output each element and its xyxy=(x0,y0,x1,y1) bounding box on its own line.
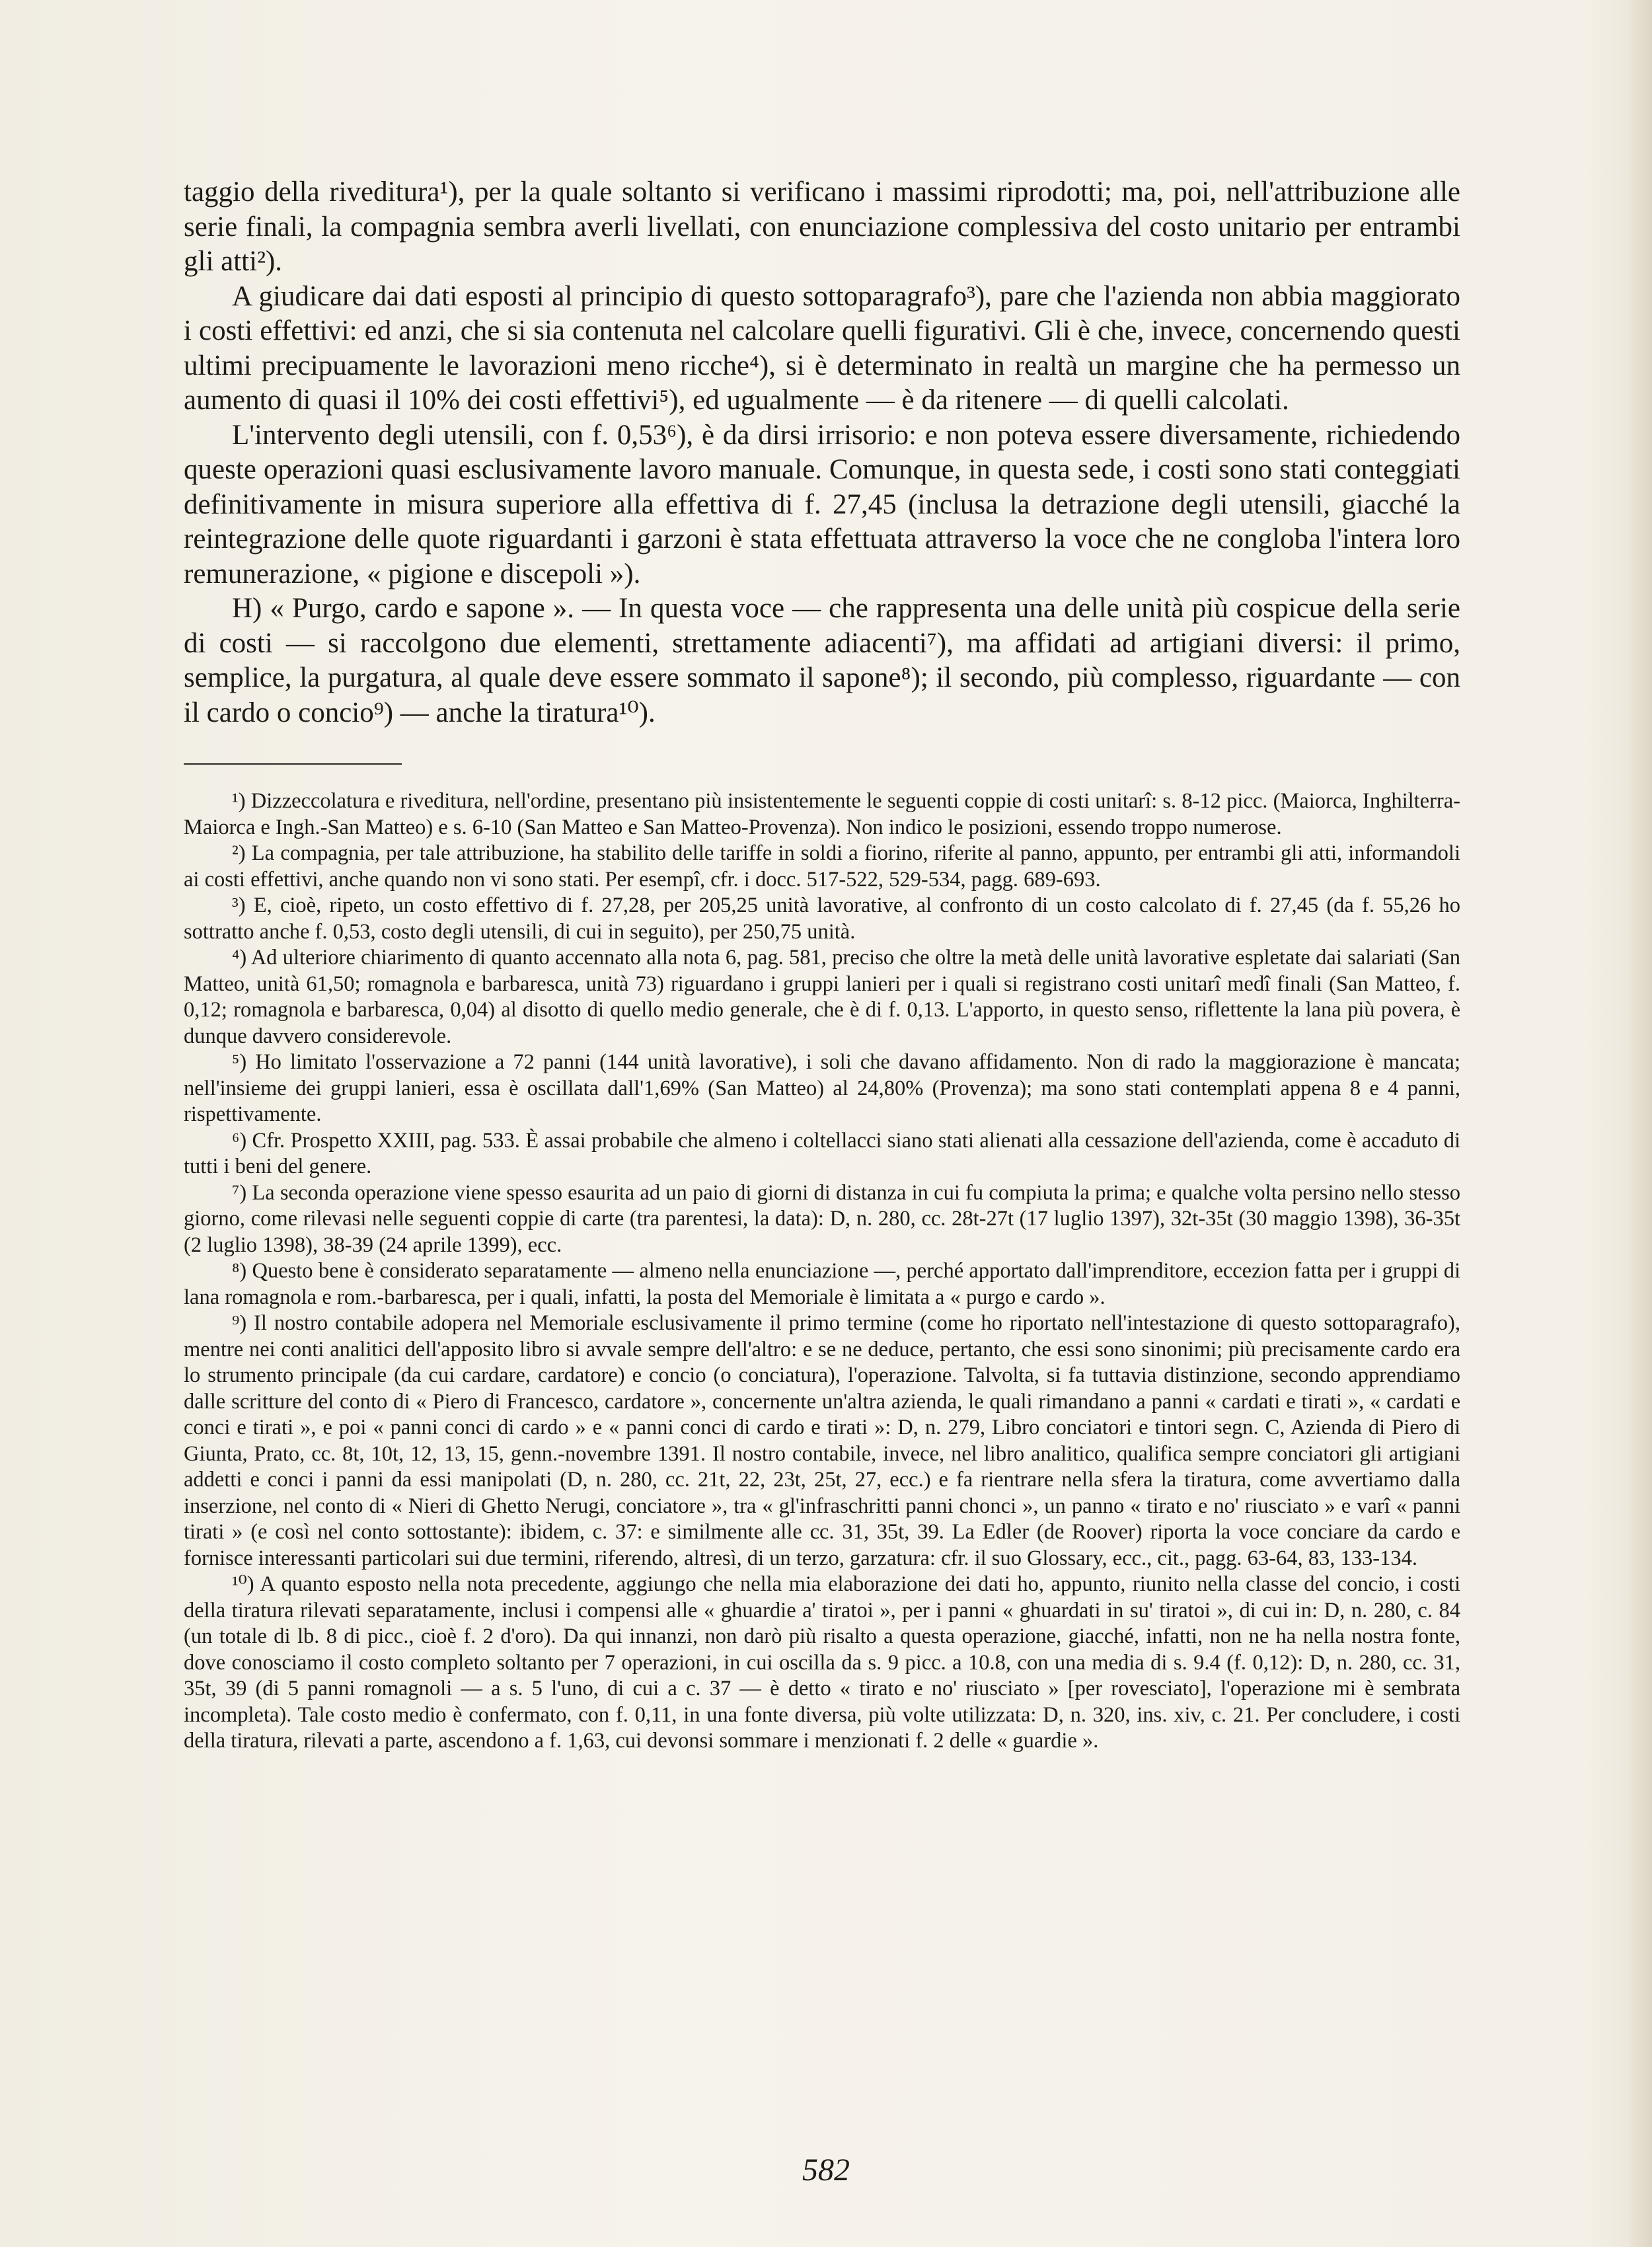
page-edge xyxy=(1630,0,1652,2247)
paragraph-4: H) « Purgo, cardo e sapone ». — In questa voce — che rappresenta una delle unità più cospicue della serie di costi — si raccolgono due elementi, strettamente adiacenti⁷), ma affidati ad artigiani diversi: il primo, semplice, la purgatura, al quale deve essere sommato il sapone⁸); il secondo, più complesso, riguardante — con il cardo o concio⁹) — anche la tiratura¹⁰). xyxy=(184,593,1460,728)
footnote-7: ⁷) La seconda operazione viene spesso esaurita ad un paio di giorni di distanza in cui fu compiuta la prima; e qualche volta persino nello stesso giorno, come rilevasi nelle seguenti coppie di carte (tra parentesi, la data): D, n. 280, cc. 28t-27t (17 luglio 1397), 32t-35t (30 maggio 1398), 36-35t (2 luglio 1398), 38-39 (24 aprile 1399), ecc. xyxy=(184,1180,1460,1257)
footnote-3: ³) E, cioè, ripeto, un costo effettivo di f. 27,28, per 205,25 unità lavorative, al confronto di un costo calcolato di f. 27,45 (da f. 55,26 ho sottratto anche f. 0,53, costo degli utensili, di cui in seguito), per 250,75 unità. xyxy=(184,894,1460,944)
footnotes xyxy=(184,788,1460,1755)
paragraph-2: A giudicare dai dati esposti al principio di questo sottoparagrafo³), pare che l'azienda non abbia maggiorato i costi effettivi: ed anzi, che si sia contenuta nel calcolare quelli figurativi. Gli è che, invece, concernendo questi ultimi precipuamente le lavorazioni meno ricche⁴), si è determinato in realtà un margine che ha permesso un aumento di quasi il 10% dei costi effettivi⁵), ed ugualmente — è da ritenere — di quelli calcolati. xyxy=(184,280,1460,416)
footnote-9: ⁹) Il nostro contabile adopera nel Memoriale esclusivamente il primo termine (come ho riportato nell'intestazione di questo sottoparagrafo), mentre nei conti analitici dell'apposito libro si avvale sempre dell'altro: e se ne deduce, pertanto, che essi sono sinonimi; più precisamente cardo era lo strumento principale (da cui cardare, cardatore) e concio (o conciatura), l'operazione. Talvolta, si fa tuttavia distinzione, secondo apprendiamo dalle scritture del conto di « Piero di Francesco, cardatore », concernente un'altra azienda, le quali rimandano a panni « cardati e tirati », « cardati e conci e tirati », e poi « panni conci di cardo » e « panni conci di cardo e tirati »: D, n. 279, Libro conciatori e tintori segn. C, Azienda di Piero di Giunta, Prato, cc. 8t, 10t, 12, 13, 15, genn.-novembre 1391. Il nostro contabile, invece, nel libro analitico, qualifica sempre conciatori gli artigiani addetti e conci i panni da essi manipolati (D, n. 280, cc. 21t, 22, 23t, 25t, 27, ecc.) e fa rientrare nella sfera la tiratura, come avvertiamo dalla inserzione, nel conto di « Nieri di Ghetto Nerugi, conciatore », tra « gl'infraschritti panni chonci », un panno « tirato e no' riusciato » e varî « panni tirati » (e così nel conto sottostante): ibidem, c. 37: e similmente alle cc. 31, 35t, 39. La Edler (de Roover) riporta la voce conciare da cardo e fornisce interessanti particolari sui due termini, riferendo, altresì, di un terzo, garzatura: cfr. il suo Glossary, ecc., cit., pagg. 63-64, 83, 133-134. xyxy=(184,1311,1460,1570)
footnote-6: ⁶) Cfr. Prospetto XXIII, pag. 533. È assai probabile che almeno i coltellacci siano stati alienati alla cessazione dell'azienda, come è accaduto di tutti i beni del genere. xyxy=(184,1128,1460,1178)
main-text xyxy=(184,175,1460,730)
footnote-1: ¹) Dizzeccolatura e riveditura, nell'ordine, presentano più insistentemente le seguenti coppie di costi unitarî: s. 8-12 picc. (Maiorca, Inghilterra-Maiorca e Ingh.-San Matteo) e s. 6-10 (San Matteo e San Matteo-Provenza). Non indico le posizioni, essendo troppo numerose. xyxy=(184,789,1460,839)
footnote-rule xyxy=(184,763,402,765)
footnote-2: ²) La compagnia, per tale attribuzione, ha stabilito delle tariffe in soldi a fiorino, riferite al panno, appunto, per entrambi gli atti, informandoli ai costi effettivi, anche quando non vi sono stati. Per esempî, cfr. i docc. 517-522, 529-534, pagg. 689-693. xyxy=(184,841,1460,892)
footnote-10: ¹⁰) A quanto esposto nella nota precedente, aggiungo che nella mia elaborazione dei dati ho, appunto, riunito nella classe del concio, i costi della tiratura rilevati separatamente, inclusi i compensi alle « ghuardie a' tiratoi », per i panni « ghuardati in su' tiratoi », di cui in: D, n. 280, c. 84 (un totale di lb. 8 di picc., cioè f. 2 d'oro). Da qui innanzi, non darò più risalto a questa operazione, giacché, infatti, non ne ha nella nostra fonte, dove conosciamo il costo completo soltanto per 7 operazioni, in cui oscilla da s. 9 picc. a 10.8, con una media di s. 9.4 (f. 0,12): D, n. 280, cc. 31, 35t, 39 (di 5 panni romagnoli — a s. 5 l'uno, di cui a c. 37 — è detto « tirato e no' riusciato » [per rovesciato], l'operazione mi è sembrata incompleta). Tale costo medio è confermato, con f. 0,11, in una fonte diversa, più volte utilizzata: D, n. 320, ins. xiv, c. 21. Per concludere, i costi della tiratura, rilevati a parte, ascendono a f. 1,63, cui devonsi sommare i menzionati f. 2 delle « guardie ». xyxy=(184,1572,1460,1753)
footnote-8: ⁸) Questo bene è considerato separatamente — almeno nella enunciazione —, perché apportato dall'imprenditore, eccezion fatta per i gruppi di lana romagnola e rom.-barbaresca, per i quali, infatti, la posta del Memoriale è limitata a « purgo e cardo ». xyxy=(184,1259,1460,1309)
page-content xyxy=(184,175,1460,1755)
paragraph-3: L'intervento degli utensili, con f. 0,53⁶), è da dirsi irrisorio: e non poteva essere diversamente, richiedendo queste operazioni quasi esclusivamente lavoro manuale. Comunque, in questa sede, i costi sono stati conteggiati definitivamente in misura superiore alla effettiva di f. 27,45 (inclusa la detrazione degli utensili, giacché la reintegrazione delle quote riguardanti i garzoni è stata effettuata attraverso la voce che ne congloba l'intera loro remunerazione, « pigione e discepoli »). xyxy=(184,419,1460,590)
paragraph-1: taggio della riveditura¹), per la quale soltanto si verificano i massimi riprodotti; ma, poi, nell'attribuzione alle serie finali, la compagnia sembra averli livellati, con enunciazione complessiva del costo unitario per entrambi gli atti²). xyxy=(184,176,1460,277)
footnote-5: ⁵) Ho limitato l'osservazione a 72 panni (144 unità lavorative), i soli che davano affidamento. Non di rado la maggiorazione è mancata; nell'insieme dei gruppi lanieri, essa è oscillata dall'1,69% (San Matteo) al 24,80% (Provenza); ma sono stati contemplati appena 8 e 4 panni, rispettivamente. xyxy=(184,1050,1460,1126)
footnote-4: ⁴) Ad ulteriore chiarimento di quanto accennato alla nota 6, pag. 581, preciso che oltre la metà delle unità lavorative espletate dai salariati (San Matteo, unità 61,50; romagnola e barbaresca, unità 73) riguardano i gruppi lanieri per i quali si registrano costi unitarî medî finali (San Matteo, f. 0,12; romagnola e barbaresca, 0,04) al disotto di quello medio generale, che è di f. 0,13. L'apporto, in questo senso, riflettente la lana più povera, è dunque davvero considerevole. xyxy=(184,946,1460,1048)
page-number: 582 xyxy=(802,2152,850,2188)
